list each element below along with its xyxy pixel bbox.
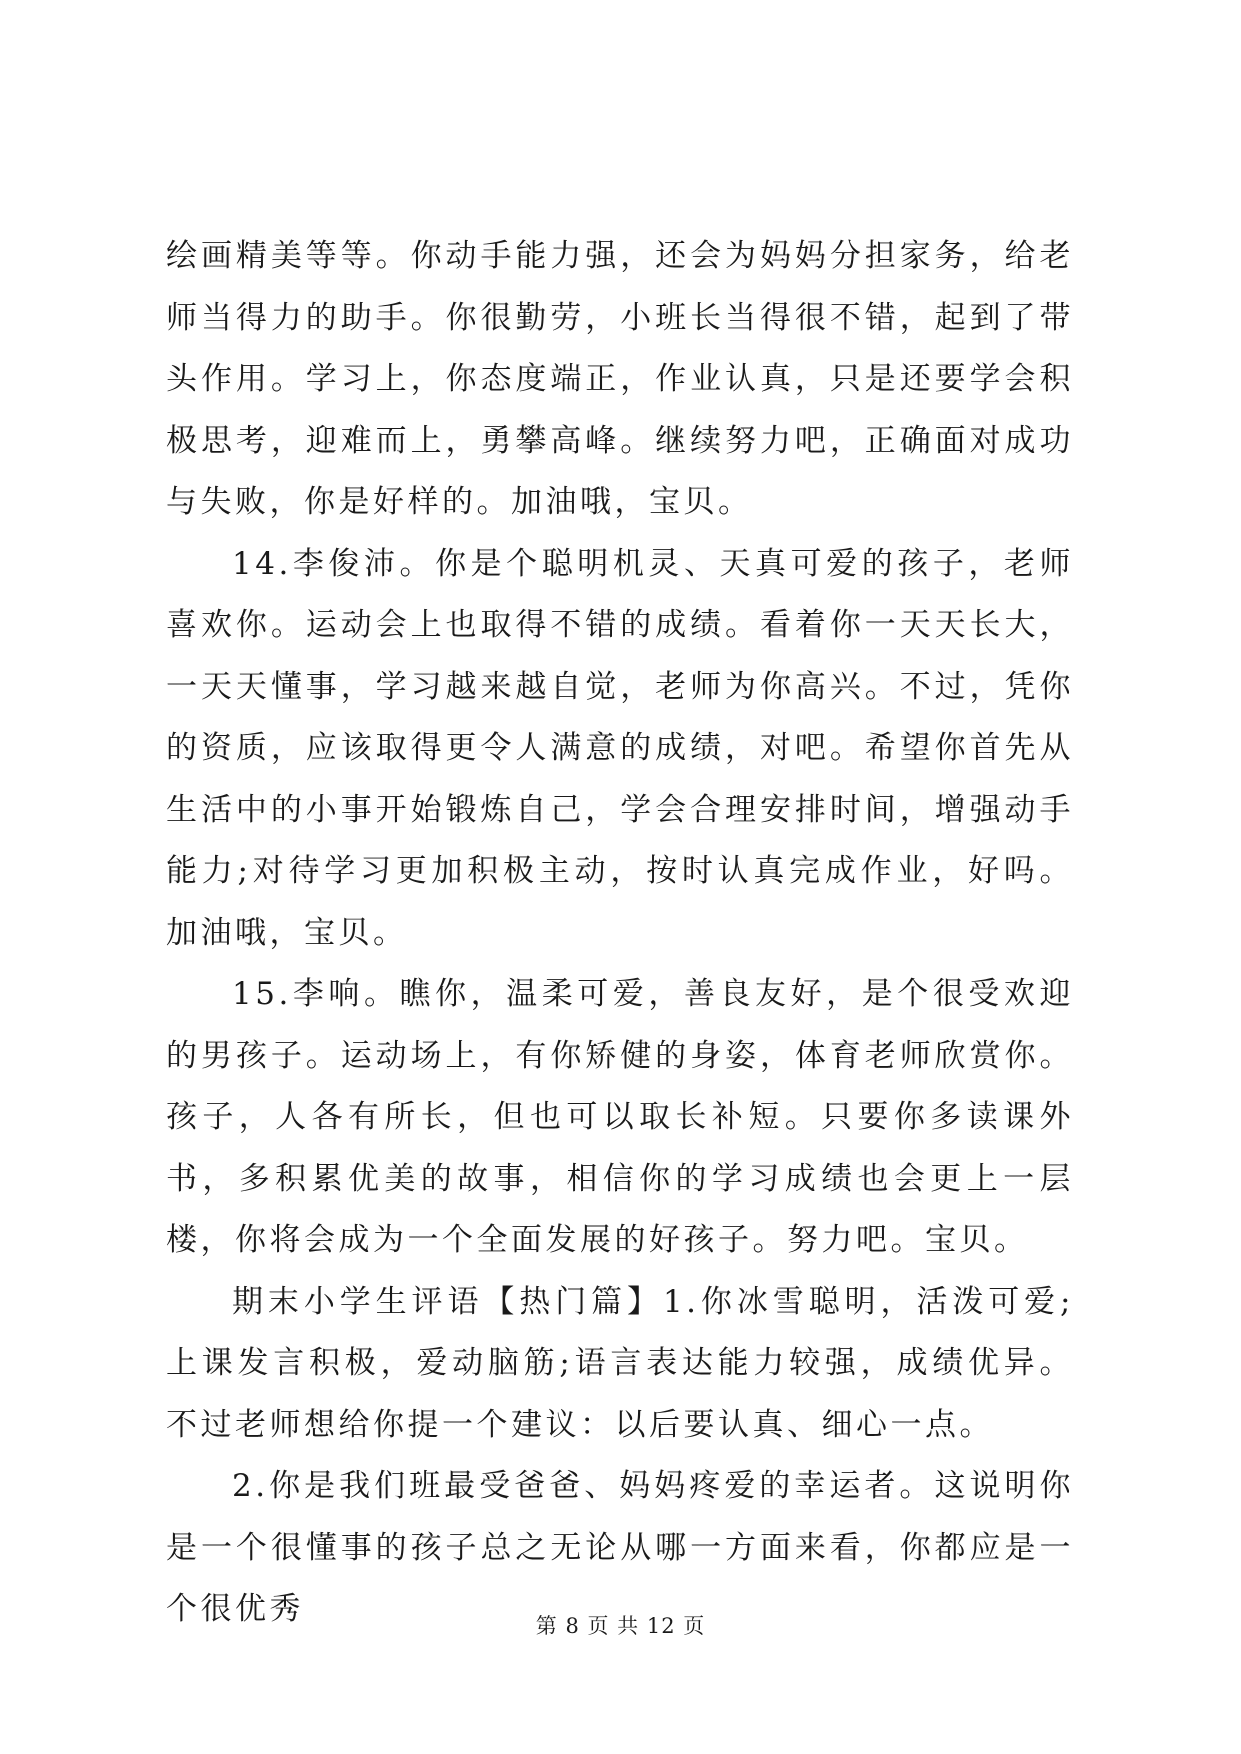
document-body — [166, 226, 1074, 1641]
page-footer: 第 8 页 共 12 页 — [535, 1614, 706, 1638]
paragraph-item-2: 2.你是我们班最受爸爸、妈妈疼爱的幸运者。这说明你是一个很懂事的孩子总之无论从哪一方面来看，你都应是一个很优秀 — [166, 1468, 1074, 1627]
paragraph-section-hot: 期末小学生评语【热门篇】1.你冰雪聪明，活泼可爱;上课发言积极，爱动脑筋;语言表达能力较强，成绩优异。不过老师想给你提一个建议：以后要认真、细心一点。 — [166, 1283, 1074, 1443]
paragraph-item-14: 14.李俊沛。你是个聪明机灵、天真可爱的孩子，老师喜欢你。运动会上也取得不错的成绩。看着你一天天长大，一天天懂事，学习越来越自觉，老师为你高兴。不过，凭你的资质，应该取得更令人满意的成绩，对吧。希望你首先从生活中的小事开始锻炼自己，学会合理安排时间，增强动手能力;对待学习更加积极主动，按时认真完成作业，好吗。加油哦，宝贝。 — [166, 545, 1074, 951]
paragraph-continuation: 绘画精美等等。你动手能力强，还会为妈妈分担家务，给老师当得力的助手。你很勤劳，小班长当得很不错，起到了带头作用。学习上，你态度端正，作业认真，只是还要学会积极思考，迎难而上，勇攀高峰。继续努力吧，正确面对成功与失败，你是好样的。加油哦，宝贝。 — [166, 238, 1074, 520]
paragraph-item-15: 15.李响。瞧你，温柔可爱，善良友好，是个很受欢迎的男孩子。运动场上，有你矫健的身姿，体育老师欣赏你。孩子，人各有所长，但也可以取长补短。只要你多读课外书，多积累优美的故事，相信你的学习成绩也会更上一层楼，你将会成为一个全面发展的好孩子。努力吧。宝贝。 — [166, 976, 1074, 1258]
